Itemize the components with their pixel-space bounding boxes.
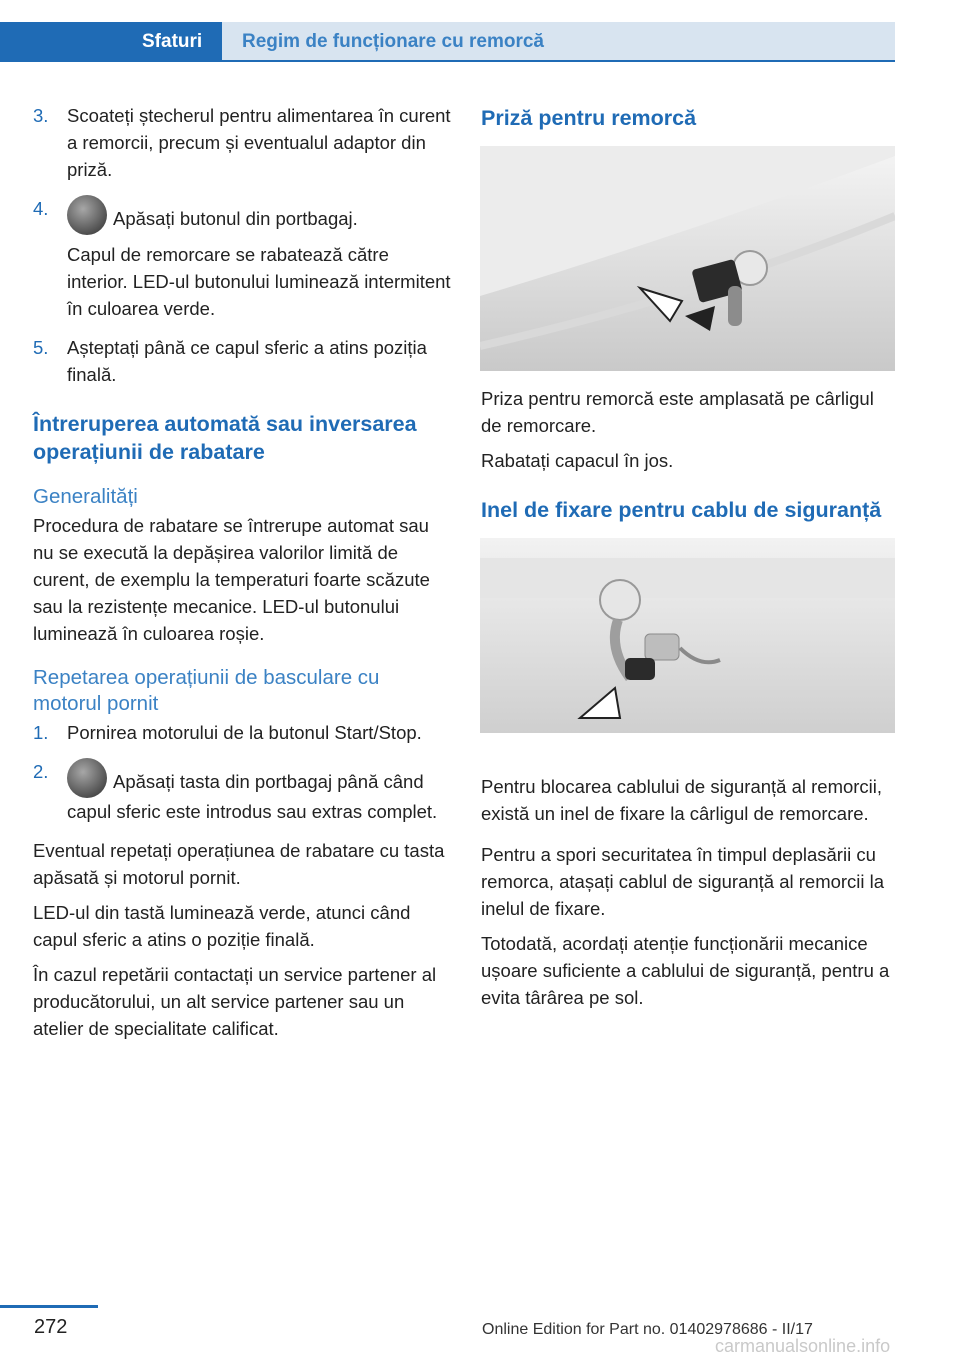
general-paragraph: Procedura de rabatare se întrerupe automat sau nu se execută la depășirea valorilor limită de curent, de exemplu la temperaturi foarte scăzute sau la rezistențe mecanice. LED-ul butonului luminează în culoarea roșie.	[33, 515, 430, 644]
heading-socket: Priză pentru remorcă	[481, 106, 697, 130]
step-text: Pornirea motorului de la butonul Start/Stop.	[67, 722, 422, 743]
header-tab-sfaturi[interactable]: Sfaturi	[142, 31, 203, 52]
step-5	[33, 334, 453, 388]
socket-paragraph-1: Priza pentru remorcă este amplasată pe cârligul de remorcare.	[481, 388, 874, 436]
step-number: 2.	[33, 761, 49, 782]
page-number: 272	[34, 1316, 68, 1338]
socket-paragraph-2: Rabatați capacul în jos.	[481, 450, 674, 471]
ring-paragraph-3: Totodată, acordați atenție funcționării mecanice ușoare suficiente a cablului de siguranță, pentru a evita târârea pe sol.	[481, 933, 890, 1008]
heading-repeat: Repetarea operațiunii de basculare cu motorul pornit	[33, 666, 380, 715]
paragraph-repeat-1: Eventual repetați operațiunea de rabatare cu tasta apăsată și motorul pornit.	[33, 840, 445, 888]
step-4	[33, 195, 453, 322]
ring-paragraph-1: Pentru blocarea cablului de siguranță al remorcii, există un inel de fixare la cârligul de remorcare.	[481, 776, 883, 824]
step-1	[33, 719, 453, 746]
step-text: Așteptați până ce capul sferic a atins poziția finală.	[67, 337, 427, 385]
watermark: carmanualsonline.info	[715, 1336, 891, 1356]
step-number: 3.	[33, 105, 49, 126]
tailgate-button-icon	[67, 195, 107, 235]
heading-ring: Inel de fixare pentru cablu de siguranță	[481, 498, 882, 522]
header-bar	[0, 0, 960, 62]
header-section-title: Regim de funcționare cu remorcă	[242, 31, 544, 52]
ring-paragraph-2: Pentru a spori securitatea în timpul deplasării cu remorca, atașați cablul de siguranță al remorcii la inelul de fixare.	[481, 844, 885, 919]
right-column	[481, 102, 896, 1019]
left-column	[33, 102, 453, 1050]
safety-ring-figure	[480, 538, 895, 733]
step-text: Scoateți ștecherul pentru alimentarea în curent a remorcii, precum și eventualul adaptor din priză.	[67, 105, 451, 180]
step-text-row	[67, 758, 453, 825]
step-2	[33, 758, 453, 825]
heading-interrupt: Întreruperea automată sau inversarea operațiunii de rabatare	[33, 412, 417, 464]
step-number: 4.	[33, 198, 49, 219]
step-number: 1.	[33, 722, 49, 743]
tailgate-button-icon	[67, 758, 107, 798]
step-3	[33, 102, 453, 183]
header-rule	[0, 60, 895, 62]
paragraph-repeat-2: LED-ul din tastă luminează verde, atunci când capul sferic a atins o poziție finală.	[33, 902, 411, 950]
trailer-socket-figure	[480, 146, 895, 371]
step-number: 5.	[33, 337, 49, 358]
step-extra-text: Capul de remorcare se rabatează către interior. LED-ul butonului luminează intermitent în culoarea verde.	[67, 244, 451, 319]
paragraph-repeat-3: În cazul repetării contactați un service partener al producătorului, un alt service partener sau un atelier de specialitate calificat.	[33, 964, 437, 1039]
heading-general: Generalități	[33, 485, 138, 508]
edition-text: Online Edition for Part no. 01402978686 - II/17	[482, 1321, 813, 1338]
step-text-row	[67, 195, 453, 235]
footer-rule	[0, 1305, 98, 1308]
step-text: Apăsați butonul din portbagaj.	[113, 208, 358, 229]
step-text: Apăsați tasta din portbagaj până când capul sferic este introdus sau extras complet.	[67, 771, 438, 822]
